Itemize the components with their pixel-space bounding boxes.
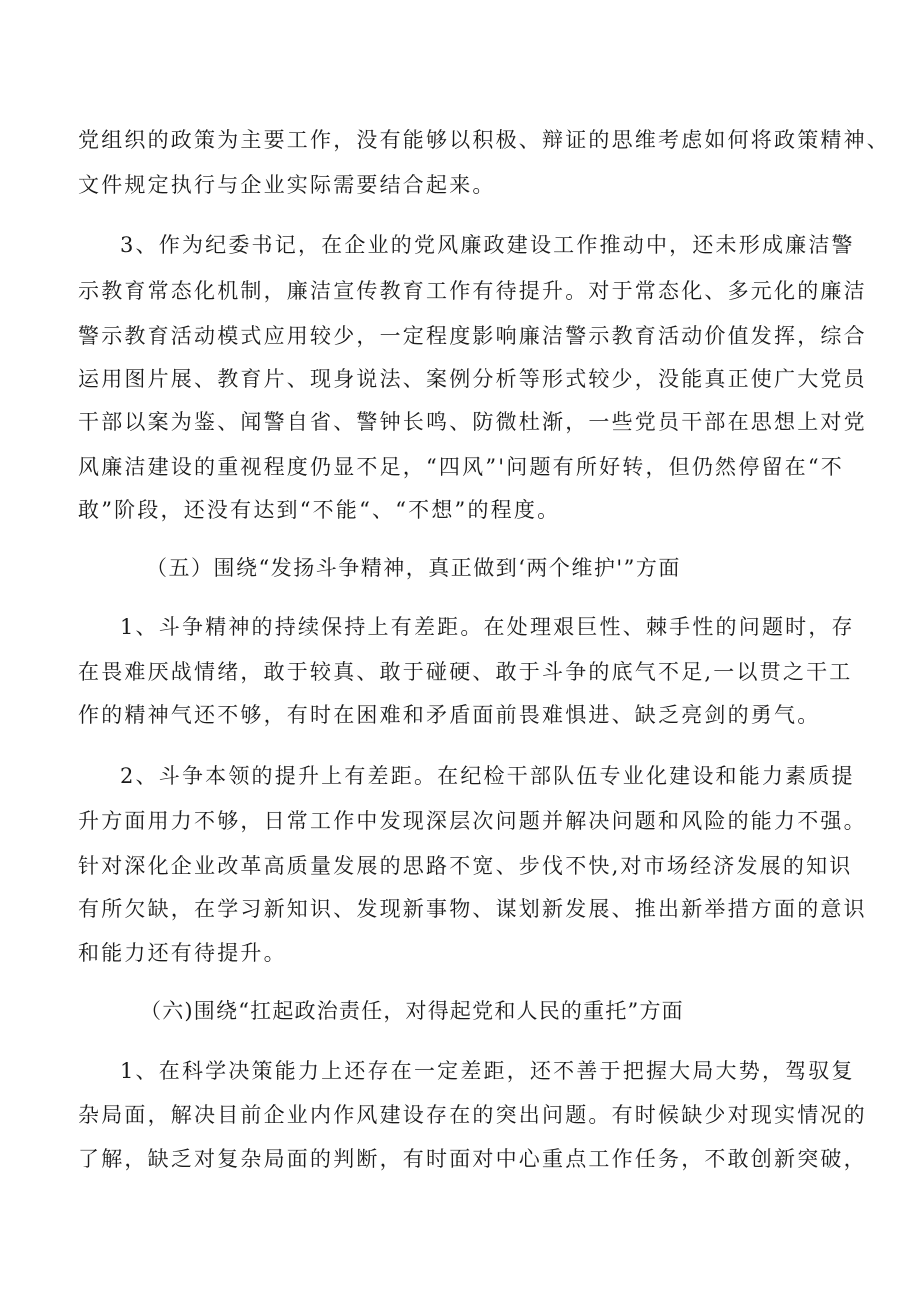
- text-line: 示教育常态化机制，廉洁宣传教育工作有待提升。对于常态化、多元化的廉洁: [78, 279, 867, 303]
- text-line: 敢”阶段，还没有达到“不能“、“不想”的程度。: [78, 498, 561, 522]
- text-line: 了解，缺乏对复杂局面的判断，有时面对中心重点工作任务，不敢创新突破，: [78, 1147, 867, 1171]
- text-line: 1、在科学决策能力上还存在一定差距，还不善于把握大局大势，驾驭复: [120, 1059, 855, 1083]
- section-heading: （五）围绕“发扬斗争精神，真正做到‘两个维护'”方面: [146, 556, 681, 580]
- text-line: 2、斗争本领的提升上有差距。在纪检干部队伍专业化建设和能力素质提: [120, 764, 855, 788]
- text-line: 在畏难厌战情绪，敢于较真、敢于碰硬、敢于斗争的底气不足,一以贯之干工: [78, 660, 853, 684]
- section-heading: （六)围绕“扛起政治责任，对得起党和人民的重托”方面: [140, 999, 684, 1023]
- text-line: 干部以案为鉴、闻警自省、警钟长鸣、防微杜渐，一些党员干部在思想上对党: [78, 410, 867, 434]
- text-line: 1、斗争精神的持续保持上有差距。在处理艰巨性、棘手性的问题时，存: [120, 615, 855, 639]
- text-line: 3、作为纪委书记，在企业的党风廉政建设工作推动中，还未形成廉洁警: [120, 233, 855, 257]
- text-line: 针对深化企业改革高质量发展的思路不宽、步伐不快,对市场经济发展的知识: [78, 854, 853, 878]
- text-line: 警示教育活动模式应用较少，一定程度影响廉洁警示教育活动价值发挥，综合: [78, 324, 867, 348]
- text-line: 杂局面，解决目前企业内作风建设存在的突出问题。有时候缺少对现实情况的: [78, 1103, 867, 1127]
- text-line: 有所欠缺，在学习新知识、发现新事物、谋划新发展、推出新举措方面的意识: [78, 897, 867, 921]
- text-line: 党组织的政策为主要工作，没有能够以积极、辩证的思维考虑如何将政策精神、: [78, 128, 890, 152]
- text-line: 风廉洁建设的重视程度仍显不足，“四风”'问题有所好转，但仍然停留在“不: [78, 455, 844, 479]
- text-line: 升方面用力不够，日常工作中发现深层次问题并解决问题和风险的能力不强。: [78, 809, 867, 833]
- text-line: 文件规定执行与企业实际需要结合起来。: [78, 173, 496, 197]
- text-line: 和能力还有待提升。: [78, 941, 287, 965]
- text-line: 作的精神气还不够，有时在困难和矛盾面前畏难惧进、缺乏亮剑的勇气。: [78, 703, 821, 727]
- text-line: 运用图片展、教育片、现身说法、案例分析等形式较少，没能真正使广大党员: [78, 367, 867, 391]
